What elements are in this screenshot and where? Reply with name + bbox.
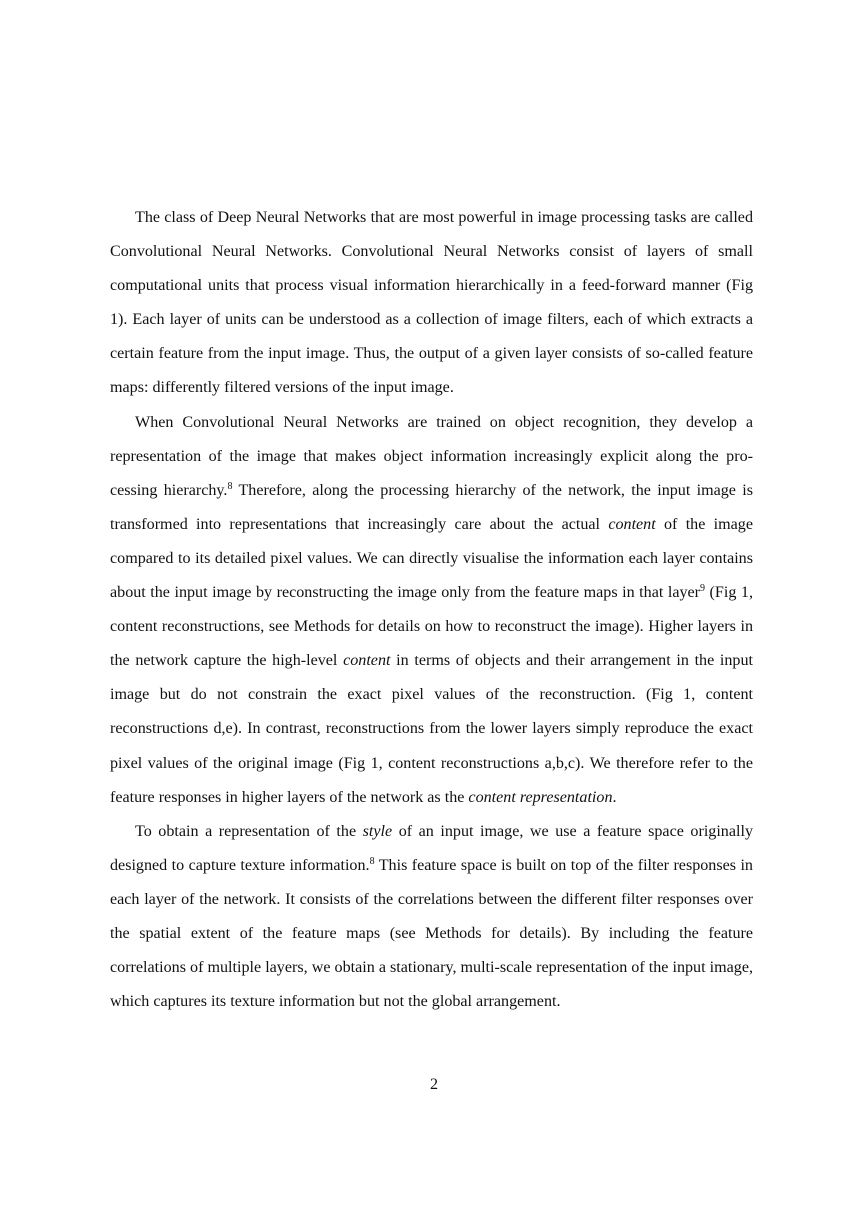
text-run: in terms of objects and their arrangement in the input image but do not constrain the exact pixel values of the reconstruction. (Fig 1, content reconstructions d,e). In contrast, reconstructions from the lower layers simply reproduce the exact pixel values of the original image (Fig 1, content reconstructions a,b,c). We therefore refer to the feature responses in higher layers of the network as the	[110, 652, 753, 806]
text-run: of the image compared to its detailed pixel values. We can directly visualise the information each layer contains about the input image by reconstructing the image only from the feature maps in that layer	[110, 515, 753, 602]
text-run: To obtain a representation of the	[135, 822, 363, 840]
paragraph-cnn-intro	[110, 201, 753, 406]
text-run: When Convolutional Neural Networks are trained on object recognition, they develop a representation of the image that makes object information increasingly explicit along the processing hierarchy.	[110, 413, 753, 499]
paragraph-content-representation	[110, 406, 753, 815]
text-run: Therefore, along the processing hierarchy of the network, the input image is transformed into representations that increasingly care about the actual	[110, 481, 753, 533]
text-run: This feature space is built on top of the filter responses in each layer of the network. It consists of the correlations between the different filter responses over the spatial extent of the feature maps (see Methods for details). By including the feature correlations of multiple layers, we obtain a stationary, multi-scale representation of the input image, which captures its texture information but not the global arrangement.	[110, 856, 753, 1011]
citation-superscript: 9	[700, 583, 706, 595]
emphasis-text: content	[343, 652, 391, 670]
text-run: .	[612, 788, 617, 806]
page-number: 2	[429, 1076, 439, 1093]
citation-superscript: 8	[227, 480, 233, 492]
text-run: The class of Deep Neural Networks that are most powerful in image processing tasks are called Convolutional Neural Networks. Convolutional Neural Networks consist of layers of small computational units that process visual information hierarchically in a feed-forward manner (Fig 1). Each layer of units can be understood as a collection of image filters, each of which extracts a certain feature from the input image. Thus, the output of a given layer consists of so-called feature maps: differently filtered versions of the input image.	[110, 209, 753, 397]
citation-superscript: 8	[369, 855, 375, 867]
emphasis-text: content	[608, 515, 656, 533]
body-text	[110, 201, 753, 1019]
emphasis-text: style	[362, 822, 393, 840]
paragraph-style-representation	[110, 815, 753, 1020]
text-run: of an input image, we use a feature space originally designed to capture texture information.	[110, 822, 753, 874]
text-run: (Fig 1, content reconstructions, see Methods for details on how to reconstruct the image). Higher layers in the network capture the high-level	[110, 584, 753, 670]
emphasis-text: content representation	[468, 788, 613, 806]
